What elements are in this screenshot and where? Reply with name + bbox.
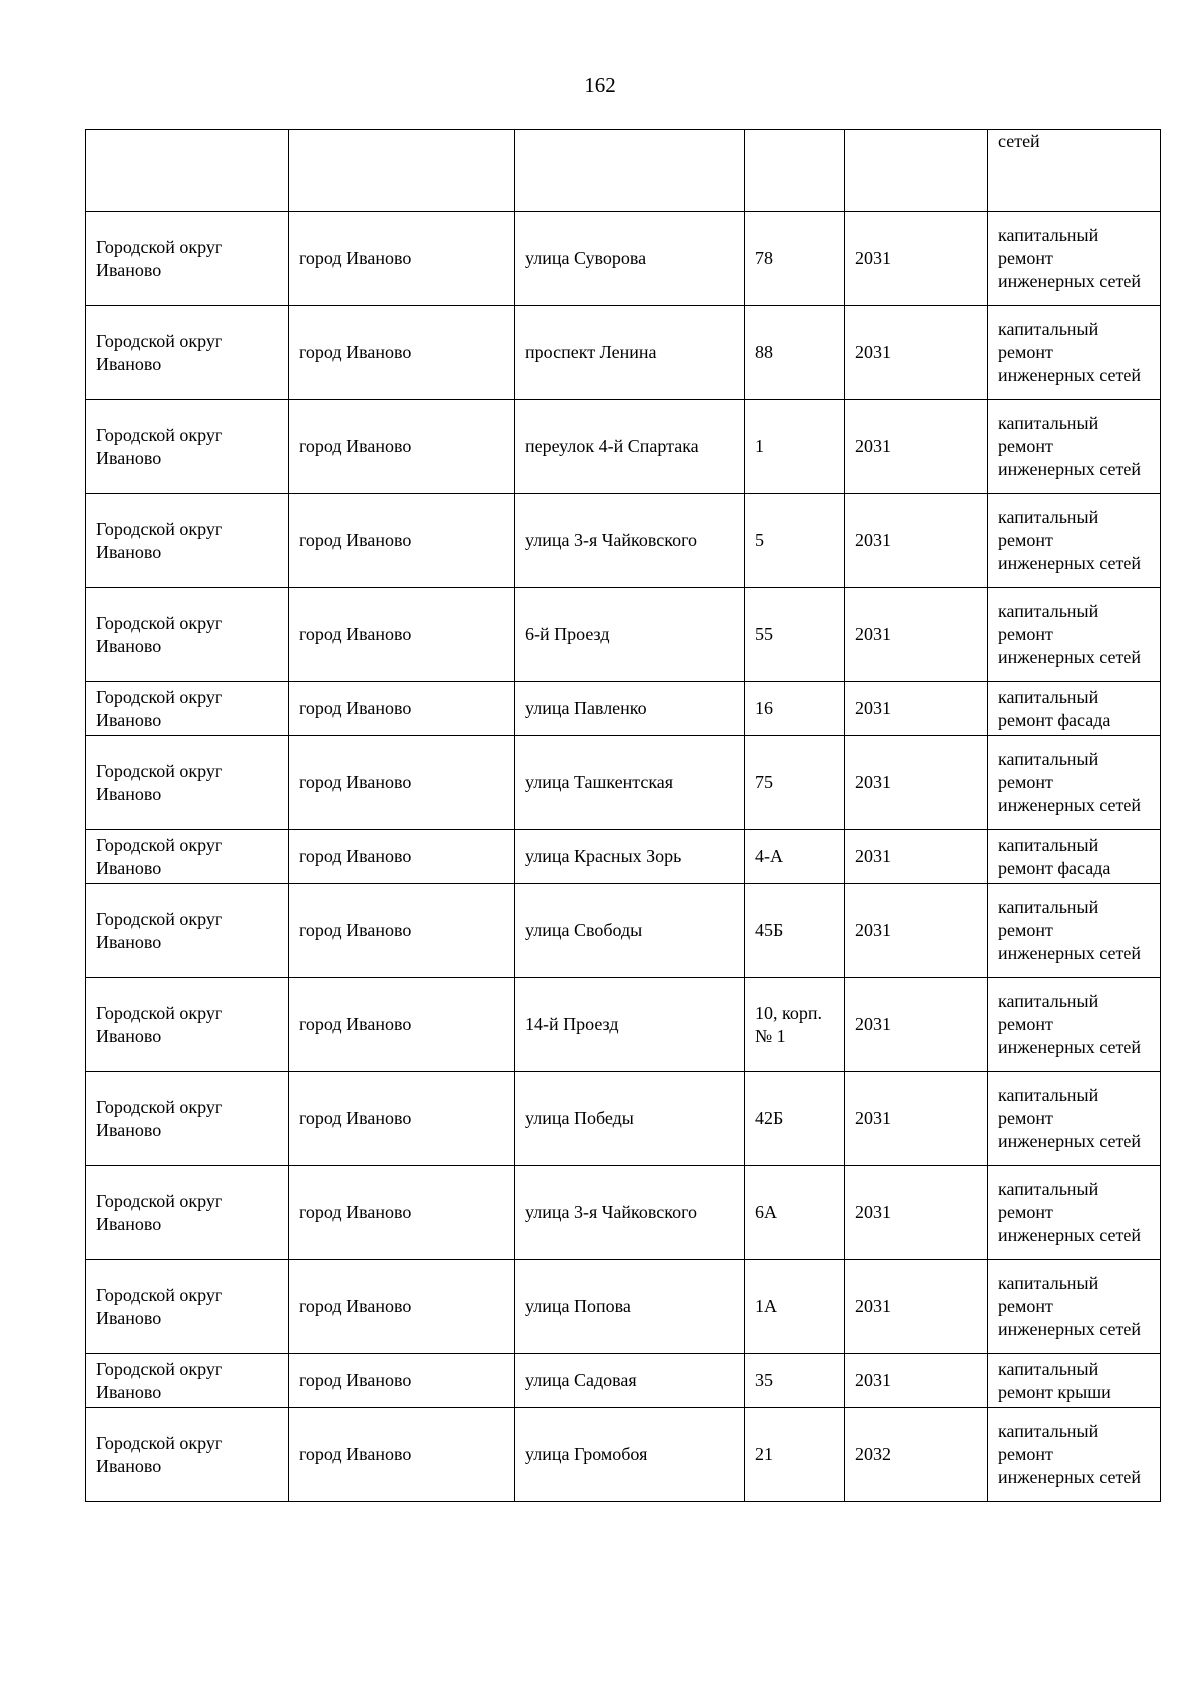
table-row [86, 212, 1161, 306]
cell-street: улица Свободы [515, 884, 745, 978]
cell-year: 2031 [845, 588, 988, 682]
cell-year: 2031 [845, 1166, 988, 1260]
cell-street: переулок 4-й Спартака [515, 400, 745, 494]
cell-district: Городской округ Иваново [86, 1354, 289, 1408]
cell-house: 35 [745, 1354, 845, 1408]
cell-street: улица Павленко [515, 682, 745, 736]
cell-house: 78 [745, 212, 845, 306]
cell-work: капитальный ремонт фасада [988, 682, 1161, 736]
cell-year: 2031 [845, 400, 988, 494]
cell-city: город Иваново [289, 1408, 515, 1502]
cell-house: 5 [745, 494, 845, 588]
cell-work: капитальный ремонт инженерных сетей [988, 736, 1161, 830]
cell-district: Городской округ Иваново [86, 736, 289, 830]
cell-year: 2031 [845, 884, 988, 978]
cell-district: Городской округ Иваново [86, 1408, 289, 1502]
cell-city: город Иваново [289, 1354, 515, 1408]
cell-work: капитальный ремонт инженерных сетей [988, 494, 1161, 588]
continuation-row [86, 130, 1161, 212]
table-cell: сетей [988, 130, 1161, 212]
cell-year: 2031 [845, 1072, 988, 1166]
cell-district: Городской округ Иваново [86, 682, 289, 736]
cell-street: улица 3-я Чайковского [515, 494, 745, 588]
cell-house: 1 [745, 400, 845, 494]
cell-street: улица Победы [515, 1072, 745, 1166]
cell-district: Городской округ Иваново [86, 1072, 289, 1166]
table-row [86, 682, 1161, 736]
table-body [86, 130, 1161, 1502]
table-row [86, 978, 1161, 1072]
cell-district: Городской округ Иваново [86, 212, 289, 306]
cell-street: улица 3-я Чайковского [515, 1166, 745, 1260]
cell-house: 6А [745, 1166, 845, 1260]
cell-city: город Иваново [289, 1166, 515, 1260]
table-row [86, 1354, 1161, 1408]
cell-house: 10, корп. № 1 [745, 978, 845, 1072]
cell-city: город Иваново [289, 682, 515, 736]
cell-year: 2031 [845, 212, 988, 306]
cell-city: город Иваново [289, 978, 515, 1072]
cell-district: Городской округ Иваново [86, 978, 289, 1072]
cell-work: капитальный ремонт инженерных сетей [988, 1408, 1161, 1502]
table-row [86, 1260, 1161, 1354]
cell-house: 42Б [745, 1072, 845, 1166]
table-row [86, 830, 1161, 884]
cell-street: улица Попова [515, 1260, 745, 1354]
cell-street: проспект Ленина [515, 306, 745, 400]
cell-house: 55 [745, 588, 845, 682]
table-cell [745, 130, 845, 212]
cell-district: Городской округ Иваново [86, 830, 289, 884]
cell-street: улица Суворова [515, 212, 745, 306]
cell-year: 2031 [845, 306, 988, 400]
cell-district: Городской округ Иваново [86, 1166, 289, 1260]
cell-year: 2031 [845, 1260, 988, 1354]
cell-street: улица Громобоя [515, 1408, 745, 1502]
cell-street: 14-й Проезд [515, 978, 745, 1072]
table-row [86, 884, 1161, 978]
table-row [86, 736, 1161, 830]
cell-work: капитальный ремонт инженерных сетей [988, 1072, 1161, 1166]
cell-work: капитальный ремонт инженерных сетей [988, 1260, 1161, 1354]
cell-city: город Иваново [289, 830, 515, 884]
cell-work: капитальный ремонт инженерных сетей [988, 978, 1161, 1072]
table-row [86, 306, 1161, 400]
cell-work: капитальный ремонт инженерных сетей [988, 1166, 1161, 1260]
cell-district: Городской округ Иваново [86, 1260, 289, 1354]
table-row [86, 1408, 1161, 1502]
cell-city: город Иваново [289, 306, 515, 400]
cell-house: 4-А [745, 830, 845, 884]
cell-district: Городской округ Иваново [86, 884, 289, 978]
cell-year: 2032 [845, 1408, 988, 1502]
cell-house: 88 [745, 306, 845, 400]
cell-house: 16 [745, 682, 845, 736]
cell-year: 2031 [845, 830, 988, 884]
cell-work: капитальный ремонт крыши [988, 1354, 1161, 1408]
cell-work: капитальный ремонт инженерных сетей [988, 400, 1161, 494]
cell-house: 45Б [745, 884, 845, 978]
cell-city: город Иваново [289, 400, 515, 494]
cell-house: 1А [745, 1260, 845, 1354]
cell-district: Городской округ Иваново [86, 588, 289, 682]
cell-district: Городской округ Иваново [86, 306, 289, 400]
cell-city: город Иваново [289, 588, 515, 682]
cell-house: 21 [745, 1408, 845, 1502]
table-cell [515, 130, 745, 212]
table-row [86, 494, 1161, 588]
cell-street: 6-й Проезд [515, 588, 745, 682]
cell-district: Городской округ Иваново [86, 494, 289, 588]
cell-city: город Иваново [289, 884, 515, 978]
cell-city: город Иваново [289, 494, 515, 588]
cell-year: 2031 [845, 494, 988, 588]
cell-work: капитальный ремонт фасада [988, 830, 1161, 884]
table-row [86, 400, 1161, 494]
table-cell [289, 130, 515, 212]
cell-city: город Иваново [289, 1072, 515, 1166]
cell-street: улица Красных Зорь [515, 830, 745, 884]
cell-work: капитальный ремонт инженерных сетей [988, 212, 1161, 306]
table-row [86, 1166, 1161, 1260]
table-cell [86, 130, 289, 212]
cell-year: 2031 [845, 736, 988, 830]
cell-street: улица Садовая [515, 1354, 745, 1408]
cell-city: город Иваново [289, 212, 515, 306]
cell-year: 2031 [845, 978, 988, 1072]
table-row [86, 1072, 1161, 1166]
cell-district: Городской округ Иваново [86, 400, 289, 494]
repair-schedule-table [85, 129, 1161, 1502]
cell-street: улица Ташкентская [515, 736, 745, 830]
cell-work: капитальный ремонт инженерных сетей [988, 306, 1161, 400]
table-cell [845, 130, 988, 212]
cell-city: город Иваново [289, 736, 515, 830]
cell-house: 75 [745, 736, 845, 830]
cell-work: капитальный ремонт инженерных сетей [988, 884, 1161, 978]
cell-year: 2031 [845, 1354, 988, 1408]
table-row [86, 588, 1161, 682]
cell-city: город Иваново [289, 1260, 515, 1354]
page-number: 162 [584, 73, 616, 97]
cell-work: капитальный ремонт инженерных сетей [988, 588, 1161, 682]
cell-year: 2031 [845, 682, 988, 736]
